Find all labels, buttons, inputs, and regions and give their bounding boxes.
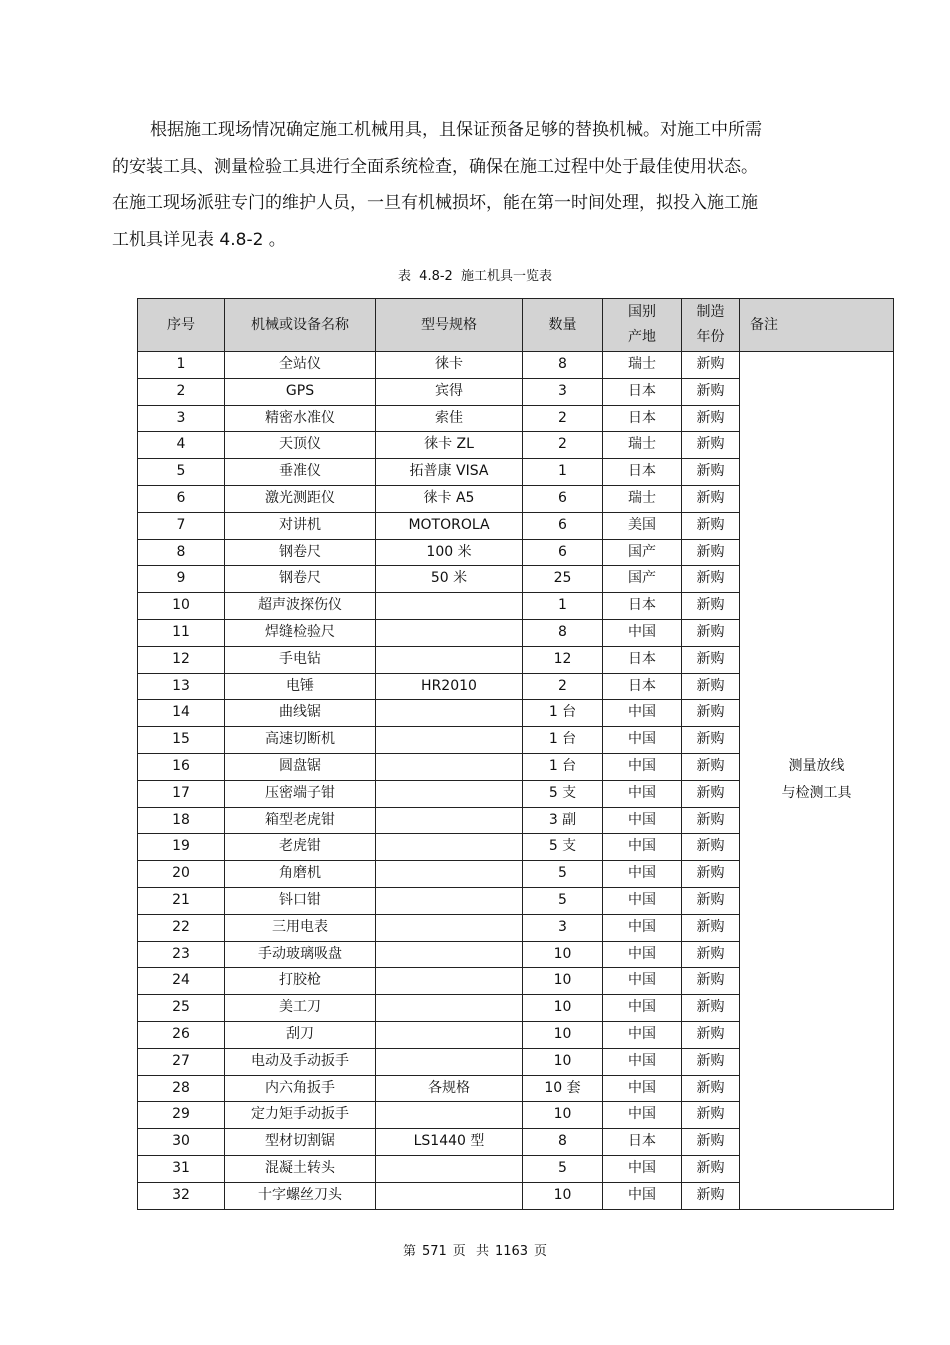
cell-qty: 6	[523, 539, 603, 566]
cell-seq: 16	[138, 753, 225, 780]
cell-qty: 10	[523, 1021, 603, 1048]
cell-seq: 7	[138, 512, 225, 539]
cell-qty: 10	[523, 995, 603, 1022]
cell-seq: 12	[138, 646, 225, 673]
cell-seq: 14	[138, 700, 225, 727]
cell-status: 新购	[682, 700, 740, 727]
cell-status: 新购	[682, 459, 740, 486]
cell-name: 对讲机	[225, 512, 376, 539]
cell-country: 日本	[603, 405, 682, 432]
cell-country: 中国	[603, 1048, 682, 1075]
cell-status: 新购	[682, 593, 740, 620]
cell-status: 新购	[682, 834, 740, 861]
table-caption: 表 4.8-2 施工机具一览表	[398, 269, 552, 284]
cell-country: 日本	[603, 378, 682, 405]
cell-country: 中国	[603, 1021, 682, 1048]
cell-status: 新购	[682, 914, 740, 941]
header-seq: 序号	[138, 299, 225, 352]
cell-name: 刮刀	[225, 1021, 376, 1048]
cell-name: 电动及手动扳手	[225, 1048, 376, 1075]
cell-model	[376, 941, 523, 968]
cell-status: 新购	[682, 485, 740, 512]
cell-qty: 8	[523, 1129, 603, 1156]
header-qty: 数量	[523, 299, 603, 352]
cell-status: 新购	[682, 1021, 740, 1048]
cell-name: 曲线锯	[225, 700, 376, 727]
cell-model	[376, 887, 523, 914]
cell-qty: 3 副	[523, 807, 603, 834]
footer-total-number: 1163	[494, 1244, 529, 1259]
cell-country: 日本	[603, 593, 682, 620]
cell-seq: 26	[138, 1021, 225, 1048]
cell-name: 定力矩手动扳手	[225, 1102, 376, 1129]
header-name: 机械或设备名称	[225, 299, 376, 352]
cell-seq: 32	[138, 1182, 225, 1209]
cell-qty: 10 套	[523, 1075, 603, 1102]
cell-status: 新购	[682, 968, 740, 995]
cell-country: 瑞士	[603, 432, 682, 459]
cell-name: 钢卷尺	[225, 539, 376, 566]
cell-name: 天顶仪	[225, 432, 376, 459]
cell-name: 全站仪	[225, 352, 376, 379]
cell-name: 内六角扳手	[225, 1075, 376, 1102]
cell-name: 焊缝检验尺	[225, 619, 376, 646]
cell-name: 钭口钳	[225, 887, 376, 914]
cell-status: 新购	[682, 1102, 740, 1129]
cell-model: 徕卡 A5	[376, 485, 523, 512]
cell-name: 三用电表	[225, 914, 376, 941]
cell-seq: 23	[138, 941, 225, 968]
cell-name: 超声波探伤仪	[225, 593, 376, 620]
cell-name: 激光测距仪	[225, 485, 376, 512]
cell-model	[376, 780, 523, 807]
cell-model	[376, 646, 523, 673]
cell-qty: 5 支	[523, 834, 603, 861]
cell-status: 新购	[682, 1182, 740, 1209]
cell-qty: 5	[523, 1155, 603, 1182]
cell-qty: 8	[523, 352, 603, 379]
cell-country: 日本	[603, 673, 682, 700]
header-note: 备注	[740, 299, 894, 352]
cell-country: 瑞士	[603, 352, 682, 379]
cell-qty: 2	[523, 405, 603, 432]
cell-name: 型材切割锯	[225, 1129, 376, 1156]
cell-seq: 30	[138, 1129, 225, 1156]
cell-qty: 10	[523, 1048, 603, 1075]
cell-model	[376, 1155, 523, 1182]
cell-status: 新购	[682, 727, 740, 754]
footer-total-post: 页	[534, 1244, 548, 1259]
cell-qty: 1 台	[523, 753, 603, 780]
cell-qty: 10	[523, 941, 603, 968]
cell-seq: 28	[138, 1075, 225, 1102]
cell-status: 新购	[682, 646, 740, 673]
cell-status: 新购	[682, 1129, 740, 1156]
cell-qty: 1 台	[523, 727, 603, 754]
cell-qty: 5 支	[523, 780, 603, 807]
cell-status: 新购	[682, 566, 740, 593]
paragraph-line: 工机具详见表 4.8-2 。	[112, 229, 286, 250]
cell-model	[376, 727, 523, 754]
cell-seq: 8	[138, 539, 225, 566]
header-country	[603, 299, 682, 352]
cell-qty: 2	[523, 432, 603, 459]
cell-name: 手电钻	[225, 646, 376, 673]
cell-name: 垂准仪	[225, 459, 376, 486]
cell-country: 瑞士	[603, 485, 682, 512]
cell-seq: 11	[138, 619, 225, 646]
cell-qty: 1	[523, 593, 603, 620]
cell-model: 拓普康 VISA	[376, 459, 523, 486]
header-model: 型号规格	[376, 299, 523, 352]
cell-seq: 4	[138, 432, 225, 459]
cell-name: GPS	[225, 378, 376, 405]
cell-country: 中国	[603, 780, 682, 807]
tools-table	[137, 298, 894, 1210]
header-year-line-1: 制造	[696, 304, 725, 320]
cell-qty: 3	[523, 914, 603, 941]
cell-status: 新购	[682, 753, 740, 780]
cell-country: 中国	[603, 1155, 682, 1182]
cell-seq: 31	[138, 1155, 225, 1182]
cell-seq: 5	[138, 459, 225, 486]
cell-model: 徕卡	[376, 352, 523, 379]
cell-country: 中国	[603, 1182, 682, 1209]
cell-country: 日本	[603, 459, 682, 486]
cell-model	[376, 968, 523, 995]
paragraph-line: 在施工现场派驻专门的维护人员，一旦有机械损坏，能在第一时间处理，拟投入施工施	[112, 193, 758, 213]
footer-page-number: 571	[421, 1244, 447, 1259]
cell-status: 新购	[682, 432, 740, 459]
cell-country: 中国	[603, 887, 682, 914]
cell-seq: 21	[138, 887, 225, 914]
cell-status: 新购	[682, 512, 740, 539]
cell-model: 各规格	[376, 1075, 523, 1102]
cell-country: 国产	[603, 566, 682, 593]
cell-country: 国产	[603, 539, 682, 566]
cell-seq: 13	[138, 673, 225, 700]
cell-country: 中国	[603, 968, 682, 995]
cell-model	[376, 914, 523, 941]
cell-status: 新购	[682, 539, 740, 566]
cell-status: 新购	[682, 405, 740, 432]
cell-name: 钢卷尺	[225, 566, 376, 593]
cell-status: 新购	[682, 1048, 740, 1075]
paragraph-line: 的安装工具、测量检验工具进行全面系统检查，确保在施工过程中处于最佳使用状态。	[112, 156, 758, 177]
cell-country: 美国	[603, 512, 682, 539]
cell-model: MOTOROLA	[376, 512, 523, 539]
cell-status: 新购	[682, 995, 740, 1022]
cell-qty: 5	[523, 887, 603, 914]
cell-seq: 1	[138, 352, 225, 379]
cell-status: 新购	[682, 1075, 740, 1102]
cell-country: 中国	[603, 914, 682, 941]
cell-model: 100 米	[376, 539, 523, 566]
intro-paragraph	[112, 112, 812, 258]
cell-country: 中国	[603, 834, 682, 861]
cell-country: 中国	[603, 941, 682, 968]
cell-model	[376, 1021, 523, 1048]
note-line-2: 与检测工具	[781, 785, 852, 802]
cell-name: 打胶枪	[225, 968, 376, 995]
cell-qty: 1	[523, 459, 603, 486]
cell-qty: 3	[523, 378, 603, 405]
table-body	[138, 352, 894, 1210]
cell-status: 新购	[682, 887, 740, 914]
cell-seq: 17	[138, 780, 225, 807]
header-country-line-1: 国别	[628, 304, 656, 320]
cell-name: 电锤	[225, 673, 376, 700]
cell-country: 中国	[603, 1075, 682, 1102]
cell-country: 中国	[603, 753, 682, 780]
footer-total-pre: 共	[475, 1244, 489, 1259]
cell-qty: 2	[523, 673, 603, 700]
cell-name: 角磨机	[225, 861, 376, 888]
cell-qty: 10	[523, 1182, 603, 1209]
cell-model	[376, 700, 523, 727]
cell-qty: 5	[523, 861, 603, 888]
header-year	[682, 299, 740, 352]
header-country-line-2: 产地	[628, 329, 656, 345]
cell-qty: 10	[523, 968, 603, 995]
cell-model: 50 米	[376, 566, 523, 593]
cell-model: 索佳	[376, 405, 523, 432]
cell-seq: 2	[138, 378, 225, 405]
cell-country: 中国	[603, 727, 682, 754]
cell-country: 中国	[603, 700, 682, 727]
cell-model	[376, 834, 523, 861]
cell-model	[376, 1048, 523, 1075]
cell-name: 美工刀	[225, 995, 376, 1022]
cell-country: 中国	[603, 807, 682, 834]
cell-country: 中国	[603, 995, 682, 1022]
cell-qty: 8	[523, 619, 603, 646]
cell-name: 手动玻璃吸盘	[225, 941, 376, 968]
cell-qty: 1 台	[523, 700, 603, 727]
cell-status: 新购	[682, 352, 740, 379]
cell-qty: 12	[523, 646, 603, 673]
cell-name: 混凝土转头	[225, 1155, 376, 1182]
cell-seq: 18	[138, 807, 225, 834]
cell-qty: 25	[523, 566, 603, 593]
cell-name: 精密水准仪	[225, 405, 376, 432]
cell-status: 新购	[682, 378, 740, 405]
cell-country: 日本	[603, 646, 682, 673]
cell-seq: 6	[138, 485, 225, 512]
cell-model	[376, 619, 523, 646]
cell-country: 中国	[603, 861, 682, 888]
cell-status: 新购	[682, 619, 740, 646]
header-year-line-2: 年份	[696, 329, 725, 345]
cell-name: 老虎钳	[225, 834, 376, 861]
cell-name: 圆盘锯	[225, 753, 376, 780]
cell-seq: 9	[138, 566, 225, 593]
cell-seq: 24	[138, 968, 225, 995]
cell-model	[376, 1102, 523, 1129]
cell-status: 新购	[682, 941, 740, 968]
table-header-row	[138, 299, 894, 352]
page-footer	[0, 1240, 950, 1259]
cell-country: 中国	[603, 619, 682, 646]
footer-page-pre: 第	[402, 1244, 416, 1259]
cell-qty: 6	[523, 485, 603, 512]
cell-seq: 15	[138, 727, 225, 754]
cell-note	[740, 352, 894, 1210]
cell-name: 压密端子钳	[225, 780, 376, 807]
cell-model: LS1440 型	[376, 1129, 523, 1156]
cell-status: 新购	[682, 807, 740, 834]
cell-name: 十字螺丝刀头	[225, 1182, 376, 1209]
cell-seq: 20	[138, 861, 225, 888]
cell-model	[376, 1182, 523, 1209]
cell-name: 箱型老虎钳	[225, 807, 376, 834]
note-line-1: 测量放线	[788, 758, 845, 775]
cell-status: 新购	[682, 673, 740, 700]
paragraph-line: 根据施工现场情况确定施工机械用具，且保证预备足够的替换机械。对施工中所需	[150, 120, 762, 140]
footer-page-mid: 页	[452, 1244, 466, 1259]
table-row	[138, 352, 894, 379]
cell-seq: 27	[138, 1048, 225, 1075]
cell-model	[376, 995, 523, 1022]
cell-model	[376, 861, 523, 888]
cell-model	[376, 753, 523, 780]
cell-qty: 6	[523, 512, 603, 539]
cell-status: 新购	[682, 861, 740, 888]
cell-country: 日本	[603, 1129, 682, 1156]
cell-status: 新购	[682, 1155, 740, 1182]
cell-model	[376, 593, 523, 620]
cell-seq: 10	[138, 593, 225, 620]
cell-model	[376, 807, 523, 834]
cell-seq: 22	[138, 914, 225, 941]
cell-model: HR2010	[376, 673, 523, 700]
cell-seq: 3	[138, 405, 225, 432]
cell-seq: 29	[138, 1102, 225, 1129]
cell-qty: 10	[523, 1102, 603, 1129]
cell-name: 高速切断机	[225, 727, 376, 754]
cell-seq: 19	[138, 834, 225, 861]
cell-status: 新购	[682, 780, 740, 807]
cell-model: 宾得	[376, 378, 523, 405]
cell-seq: 25	[138, 995, 225, 1022]
cell-model: 徕卡 ZL	[376, 432, 523, 459]
cell-country: 中国	[603, 1102, 682, 1129]
